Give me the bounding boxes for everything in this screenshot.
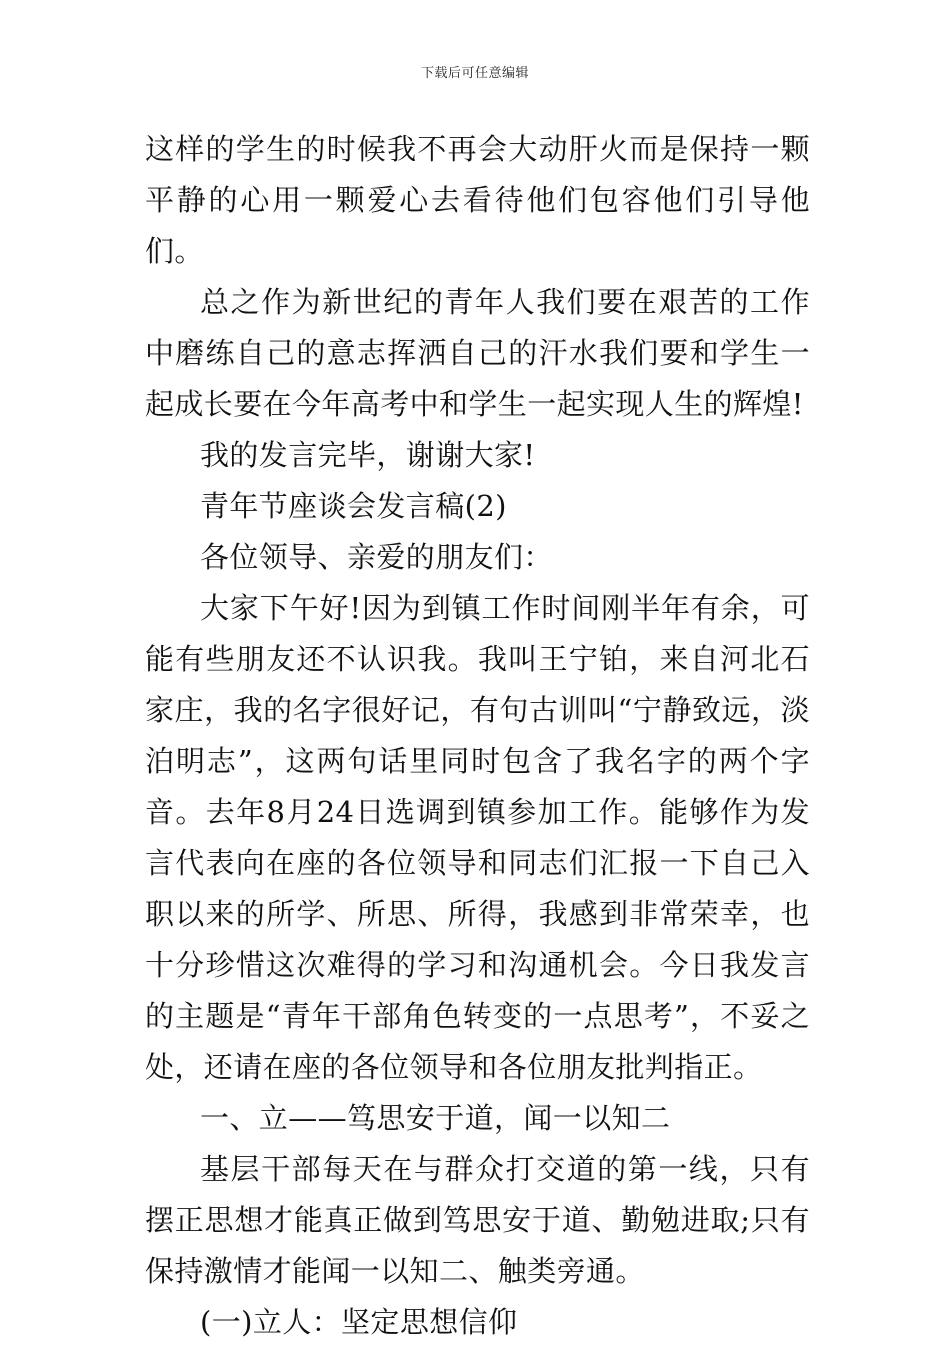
subheading-one: (一)立人：坚定思想信仰 xyxy=(200,1305,518,1339)
page-header: 下载后可任意编辑 xyxy=(420,66,529,81)
paragraph-1: 这样的学生的时候我不再会大动肝火而是保持一颗平静的心用一颗爱心去看待他们包容他们引导他们。 xyxy=(145,132,810,268)
paragraph-3: 我的发言完毕，谢谢大家! xyxy=(200,438,536,472)
paragraph-2: 总之作为新世纪的青年人我们要在艰苦的工作中磨练自己的意志挥洒自己的汗水我们要和学生一起成长要在今年高考中和学生一起实现人生的辉煌! xyxy=(145,285,810,421)
section-title: 青年节座谈会发言稿(2) xyxy=(200,489,507,523)
document-body xyxy=(145,124,810,1348)
paragraph-body: 基层干部每天在与群众打交道的第一线，只有摆正思想才能真正做到笃思安于道、勤勉进取;只有保持激情才能闻一以知二、触类旁通。 xyxy=(145,1152,810,1288)
paragraph-intro: 大家下午好!因为到镇工作时间刚半年有余，可能有些朋友还不认识我。我叫王宁铂，来自河北石家庄，我的名字很好记，有句古训叫“宁静致远，淡泊明志”，这两句话里同时包含了我名字的两个字音。去年8月24日选调到镇参加工作。能够作为发言代表向在座的各位领导和同志们汇报一下自己入职以来的所学、所思、所得，我感到非常荣幸，也十分珍惜这次难得的学习和沟通机会。今日我发言的主题是“青年干部角色转变的一点思考”，不妥之处，还请在座的各位领导和各位朋友批判指正。 xyxy=(145,591,810,1084)
salutation: 各位领导、亲爱的朋友们： xyxy=(200,540,553,574)
heading-one: 一、立——笃思安于道，闻一以知二 xyxy=(200,1101,671,1135)
